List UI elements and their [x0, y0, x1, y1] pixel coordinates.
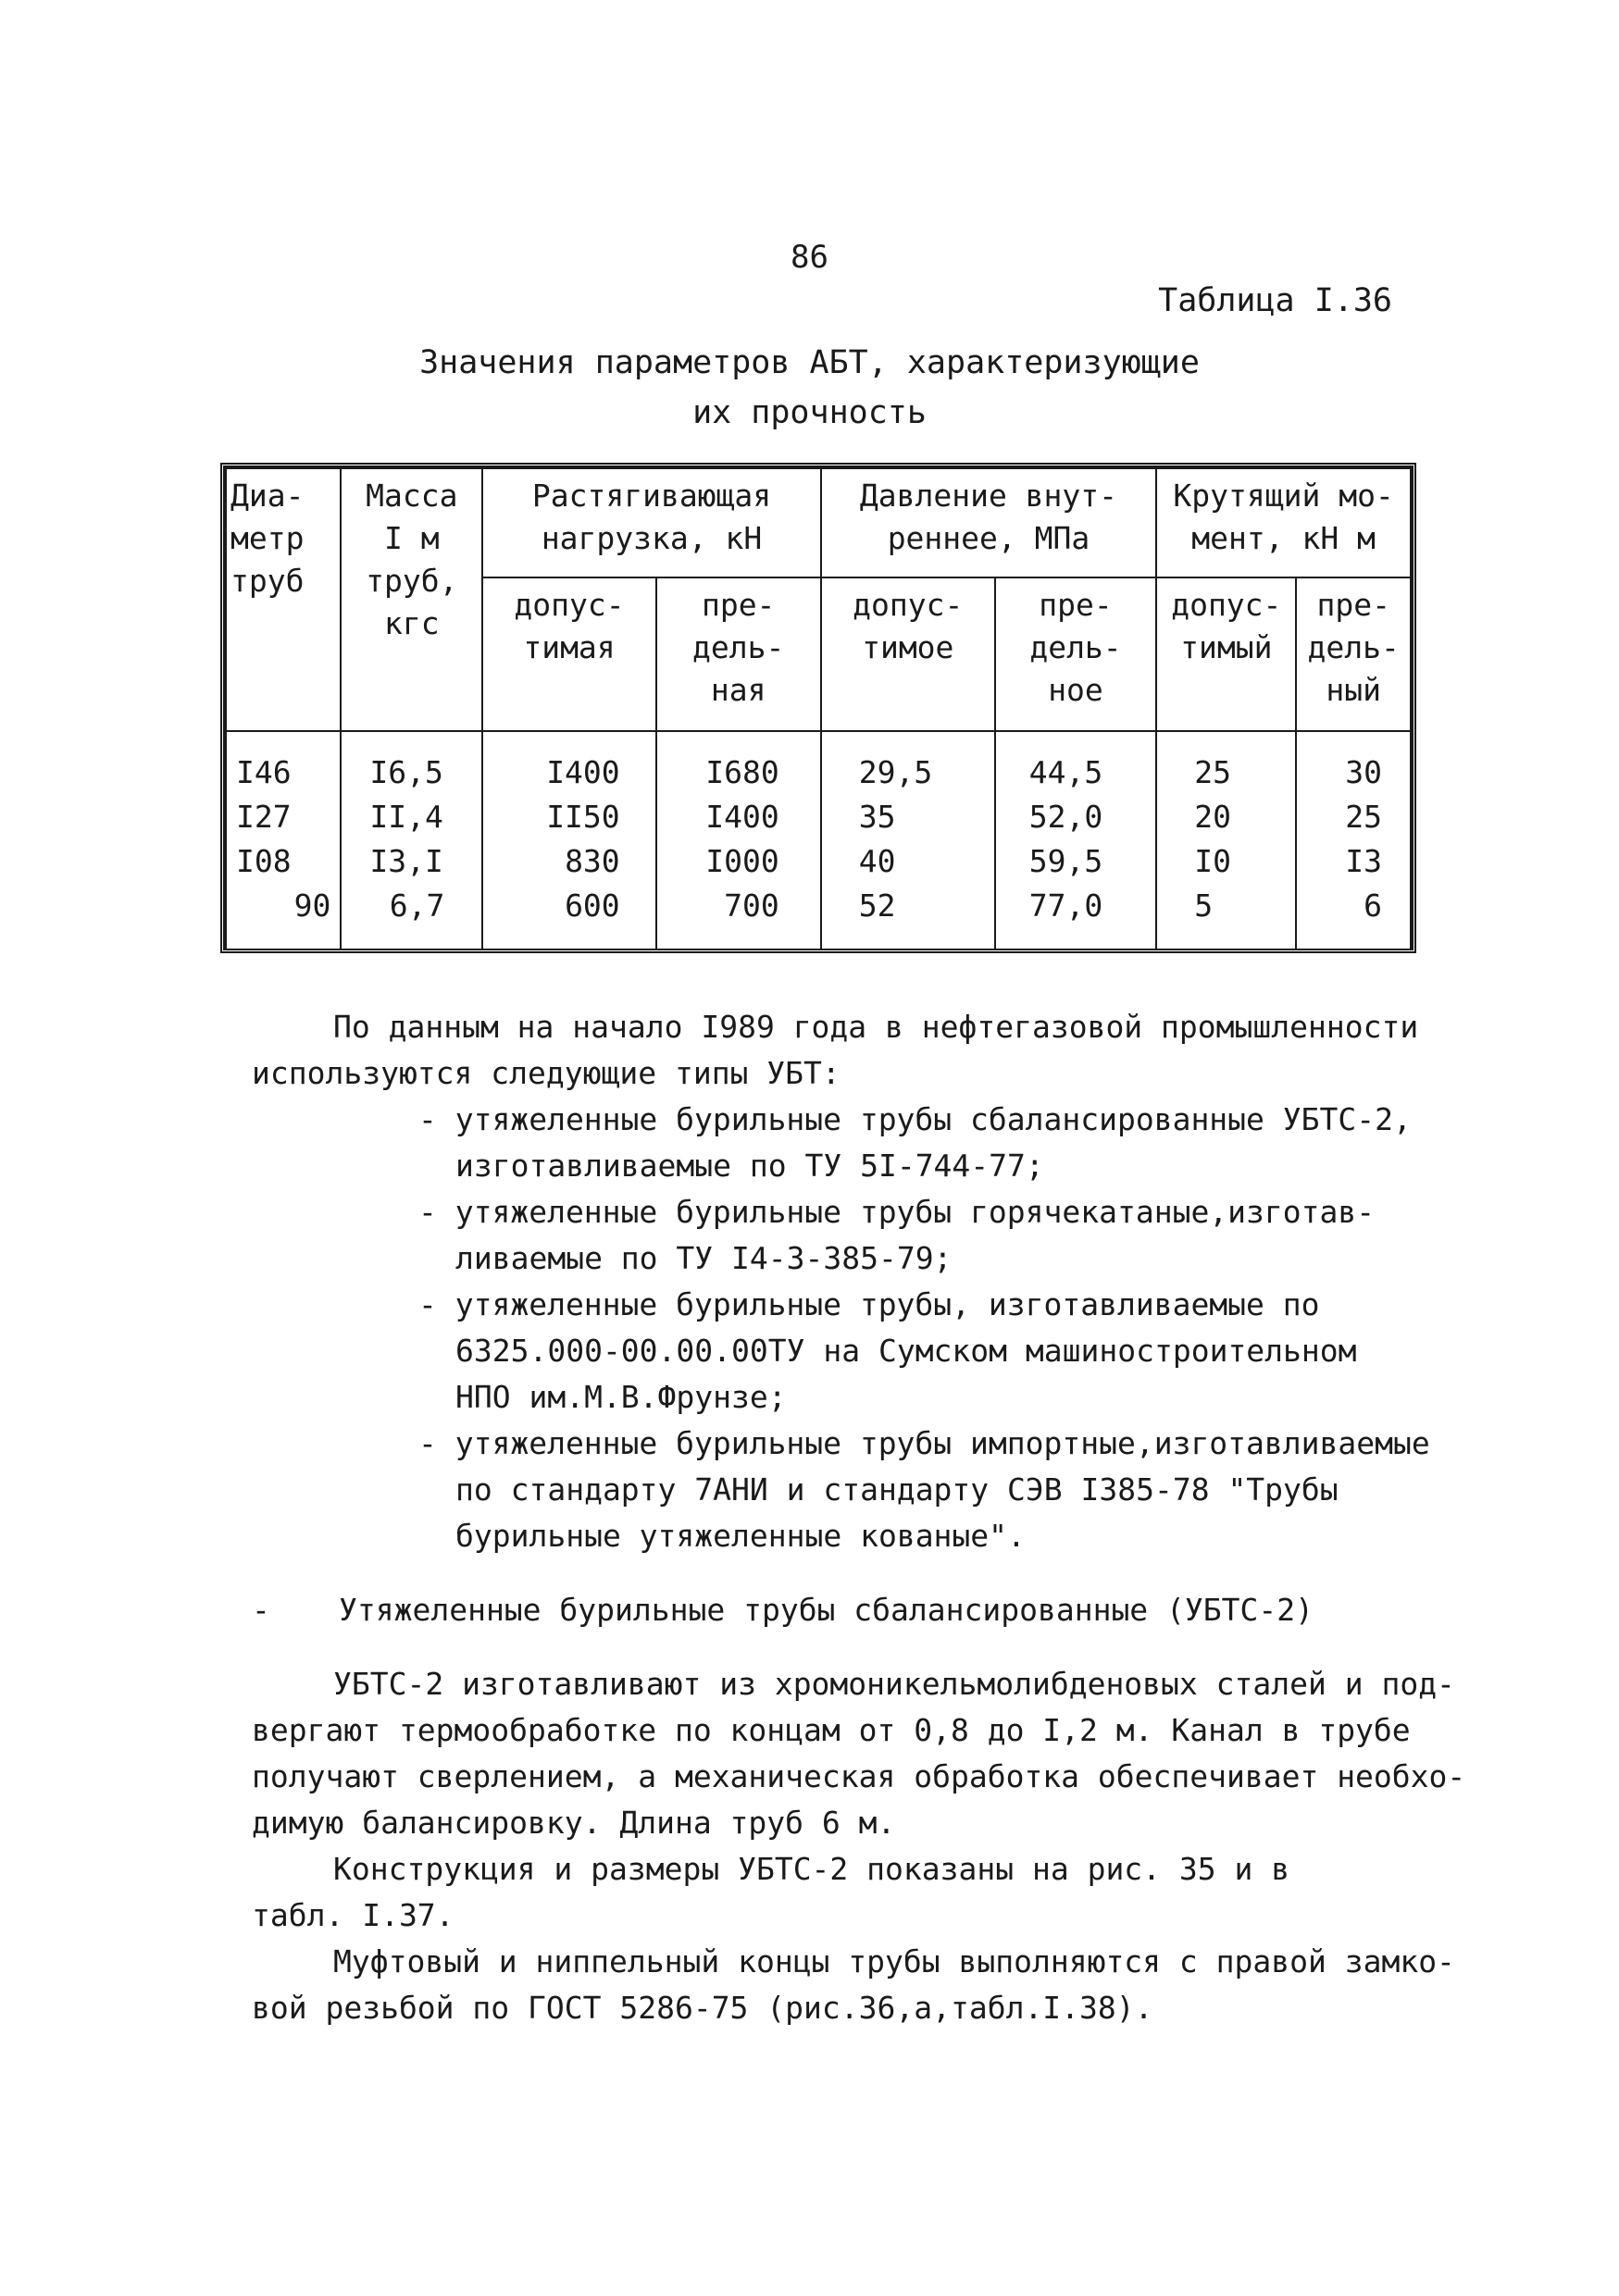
header-torque-limit: пре- дель- ный	[1296, 577, 1411, 731]
table-title-line: их прочность	[692, 394, 927, 431]
header-pressure-group: Давление внут- реннее, МПа	[821, 468, 1156, 577]
paragraph-line: УБТС-2 изготавливают из хромоникельмолибденовых сталей и под-	[333, 1666, 1455, 1702]
body-text	[252, 1004, 1466, 2031]
paragraph-line: получают сверлением, а механическая обработка обеспечивает необхо-	[252, 1758, 1466, 1794]
header-tension-group: Растягивающая нагрузка, кН	[482, 468, 820, 577]
header-diameter: Диа- метр труб	[226, 468, 341, 731]
intro-line: используются следующие типы УБТ:	[252, 1055, 841, 1091]
intro-line: По данным на начало I989 года в нефтегазовой промышленности	[333, 1009, 1419, 1045]
parameters-table	[220, 463, 1416, 953]
paragraph-line: Муфтовый и ниппельный концы трубы выполняются с правой замко-	[333, 1943, 1455, 1980]
table-label: Таблица I.36	[1158, 282, 1392, 319]
header-pressure-limit: пре- дель- ное	[995, 577, 1156, 731]
header-tension-allowable: допус- тимая	[482, 577, 655, 731]
list-item: - утяжеленные бурильные трубы горячекатаные,изготав- ливаемые по ТУ I4-3-385-79;	[418, 1194, 1376, 1276]
paragraph-line: вергают термообработке по концам от 0,8 до I,2 м. Канал в трубе	[252, 1712, 1411, 1748]
header-torque-group: Крутящий мо- мент, кН м	[1156, 468, 1411, 577]
table-title-line: Значения параметров АБТ, характеризующие	[419, 344, 1200, 381]
section-heading-text: Утяжеленные бурильные трубы сбалансированные (УБТС-2)	[339, 1592, 1314, 1628]
column-torque-limit-values: 30 25 I3 6	[1296, 731, 1411, 949]
column-pressure-allowable-values: 29,5 35 40 52	[821, 731, 995, 949]
header-tension-limit: пре- дель- ная	[656, 577, 821, 731]
column-mass-values: I6,5 II,4 I3,I 6,7	[341, 731, 482, 949]
column-diameter-values: I46 I27 I08 90	[226, 731, 341, 949]
paragraph-line: Конструкция и размеры УБТС-2 показаны на рис. 35 и в	[333, 1851, 1290, 1887]
column-tension-limit-values: I680 I400 I000 700	[656, 731, 821, 949]
list-item: - утяжеленные бурильные трубы импортные,изготавливаемые по стандарту 7АНИ и стандарту СЭВ I385-78 "Трубы бурильные утяжеленные кованые".	[418, 1425, 1430, 1554]
column-torque-allowable-values: 25 20 I0 5	[1156, 731, 1296, 949]
page-number: 86	[791, 239, 828, 276]
column-pressure-limit-values: 44,5 52,0 59,5 77,0	[995, 731, 1156, 949]
column-tension-allowable-values: I400 II50 830 600	[482, 731, 655, 949]
header-torque-allowable: допус- тимый	[1156, 577, 1296, 731]
paragraph-line: вой резьбой по ГОСТ 5286-75 (рис.36,а,табл.I.38).	[252, 1990, 1153, 2026]
section-heading	[252, 1587, 1409, 1633]
list-item: - утяжеленные бурильные трубы сбалансированные УБТС-2, изготавливаемые по ТУ 5I-744-77;	[418, 1101, 1412, 1184]
header-mass: Масса I м труб, кгс	[341, 468, 482, 731]
list-item: - утяжеленные бурильные трубы, изготавливаемые по 6325.000-00.00.00ТУ на Сумском машиностроительном НПО им.М.В.Фрунзе;	[418, 1286, 1357, 1415]
section-heading-dash: -	[252, 1592, 270, 1628]
header-pressure-allowable: допус- тимое	[821, 577, 995, 731]
table-title	[0, 338, 1619, 438]
paragraph-line: табл. I.37.	[252, 1897, 455, 1933]
paragraph-line: димую балансировку. Длина труб 6 м.	[252, 1805, 896, 1841]
